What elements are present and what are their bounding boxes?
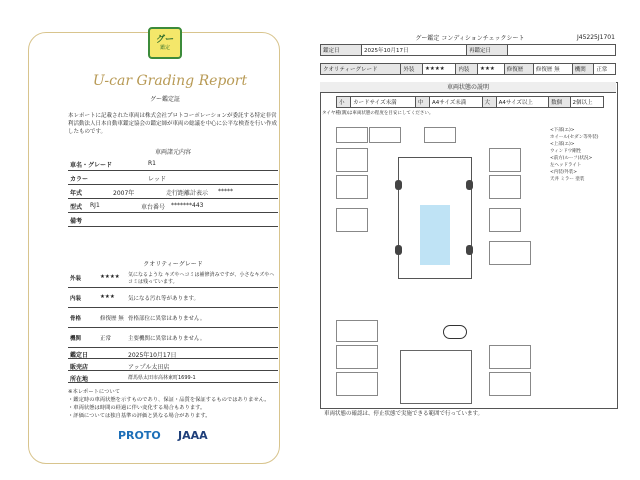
panel-note: タイヤ種(溝)は車両状態の程度を目安にしてください。 bbox=[322, 111, 434, 116]
row-value: RJ1 bbox=[90, 202, 100, 209]
certificate-notes bbox=[68, 388, 278, 420]
row-label: 機関 bbox=[70, 336, 82, 342]
damage-box bbox=[336, 175, 368, 199]
damage-box bbox=[336, 127, 368, 143]
sheet-title: グー鑑定 コンディションチェックシート bbox=[415, 35, 525, 42]
quality-row bbox=[68, 270, 278, 288]
goo-kantei-logo bbox=[148, 27, 182, 59]
note-line: ・鑑定時の車両状態を示すものであり、保証・品質を保証するものではありません。 bbox=[68, 397, 270, 403]
row-value: レッド bbox=[148, 176, 166, 183]
repair-value: 修復歴 無 bbox=[533, 64, 572, 75]
row-value: 群馬県太田市高林東町1699-1 bbox=[128, 375, 196, 381]
date-label: 鑑定日 bbox=[321, 45, 362, 56]
jaaa-logo: JAAA bbox=[178, 429, 208, 442]
row-text: 骨格部位に異常はありません。 bbox=[128, 316, 206, 322]
certificate-subtitle: グー鑑定証 bbox=[149, 96, 180, 103]
certificate-intro: 本レポートに記載された車両は株式会社プロトコーポレーションが委託する特定非営利活動法人日本自動車鑑定協会の鑑定師が車両の総議を中心に公平な検査を行い作成したものです。 bbox=[68, 113, 278, 135]
legend-value: A4サイズ以上 bbox=[496, 97, 549, 108]
row-label: 型式 bbox=[70, 204, 83, 211]
row-stars: 修復歴 無 bbox=[100, 316, 124, 322]
damage-box bbox=[336, 148, 368, 172]
row-value: アップル太田店 bbox=[128, 364, 170, 371]
legend-value: 2個以上 bbox=[570, 97, 603, 108]
row-stars: ★★★★ bbox=[100, 274, 120, 280]
row-label: 骨格 bbox=[70, 316, 82, 322]
wheel-icon bbox=[466, 245, 473, 255]
repair-label: 修復歴 bbox=[504, 64, 533, 75]
row-label: 備考 bbox=[70, 218, 83, 225]
row-label: 所在地 bbox=[70, 376, 89, 383]
vehicle-section-title: 車両諸元内容 bbox=[154, 149, 191, 156]
info-row bbox=[68, 348, 278, 359]
right-note: ウィンドウ剛性 bbox=[550, 149, 582, 154]
wheel-icon bbox=[466, 180, 473, 190]
row-stars: ★★★ bbox=[100, 294, 115, 300]
sheet-footer: 車両状態の確認は、停止状態で実施できる範囲で行っています。 bbox=[324, 411, 484, 417]
damage-box bbox=[489, 345, 531, 369]
damage-box bbox=[336, 372, 378, 396]
quality-row bbox=[68, 310, 278, 328]
right-note: ホイール(セダン等外装) bbox=[550, 135, 599, 140]
note-line: ・車両状態は時間の経過に伴い変化する場合もあります。 bbox=[68, 405, 206, 411]
vehicle-row bbox=[68, 172, 278, 185]
row-extra-label: 走行距離計表示 bbox=[166, 190, 209, 197]
damage-box bbox=[424, 127, 456, 143]
row-value: 2025年10月17日 bbox=[128, 352, 177, 359]
row-label: 車名・グレード bbox=[70, 162, 113, 169]
certificate-title: U-car Grading Report bbox=[92, 73, 248, 89]
row-extra-label: 車台番号 bbox=[141, 204, 166, 211]
row-label: 外装 bbox=[70, 276, 82, 282]
quality-row bbox=[68, 330, 278, 348]
row-label: カラー bbox=[70, 176, 89, 183]
legend-key: 大 bbox=[482, 97, 496, 108]
legend-value: A4サイズ未満 bbox=[429, 97, 482, 108]
legend-key: 数個 bbox=[549, 97, 570, 108]
quality-section-title: クオリティーグレード bbox=[143, 261, 203, 268]
damage-box bbox=[336, 345, 378, 369]
exterior-label: 外装 bbox=[401, 64, 423, 75]
wheel-icon bbox=[395, 180, 402, 190]
row-value: R1 bbox=[148, 160, 156, 167]
car-interior-diagram bbox=[400, 350, 472, 404]
row-text: 気になるような キズやヘコミは補修済みですが、小さなキズやヘコミは残っています。 bbox=[128, 272, 275, 285]
row-extra-value: *******443 bbox=[171, 202, 204, 209]
car-glass bbox=[420, 205, 450, 265]
steering-wheel-icon bbox=[443, 325, 467, 339]
grade-table bbox=[320, 63, 616, 75]
damage-box bbox=[489, 148, 521, 172]
legend-key: 小 bbox=[337, 97, 351, 108]
right-note: <下部(エ)> bbox=[550, 128, 575, 133]
vehicle-row bbox=[68, 186, 278, 199]
legend-key: 中 bbox=[415, 97, 429, 108]
row-text: 主要機関に異常はありません。 bbox=[128, 336, 206, 342]
engine-value: 正常 bbox=[594, 64, 616, 75]
right-note: <上部(エ)> bbox=[550, 142, 575, 147]
right-note: <前方(ルーフ)状況> bbox=[550, 156, 593, 161]
interior-label: 内装 bbox=[456, 64, 478, 75]
row-label: 販売店 bbox=[70, 364, 89, 371]
badge-bottom-text: 鑑定 bbox=[159, 45, 170, 51]
grade-label: クオリティーグレード bbox=[321, 64, 401, 75]
damage-box bbox=[369, 127, 401, 143]
wheel-icon bbox=[395, 245, 402, 255]
row-extra-value: ***** bbox=[218, 188, 233, 195]
right-note: 左ヘッドライト bbox=[550, 163, 582, 168]
date-value: 2025年10月17日 bbox=[362, 45, 467, 56]
note-line: ・評価については独自基準の評価と異なる場合があります。 bbox=[68, 413, 211, 419]
row-label: 鑑定日 bbox=[70, 352, 89, 359]
vehicle-row bbox=[68, 200, 278, 213]
damage-box bbox=[489, 208, 521, 232]
badge-top-text: グー bbox=[155, 35, 174, 45]
legend-table bbox=[336, 96, 604, 108]
engine-label: 機関 bbox=[572, 64, 594, 75]
vehicle-row bbox=[68, 158, 278, 171]
damage-box bbox=[489, 372, 531, 396]
exterior-value: ★★★★ bbox=[422, 64, 455, 75]
vehicle-row bbox=[68, 214, 278, 227]
damage-box bbox=[336, 208, 368, 232]
info-row bbox=[68, 372, 278, 383]
legend-value: カードサイズ未満 bbox=[351, 97, 416, 108]
right-note: <内装/外装> bbox=[550, 170, 578, 175]
info-row bbox=[68, 360, 278, 371]
row-text: 気になる汚れ等があります。 bbox=[128, 296, 200, 302]
damage-box bbox=[489, 175, 521, 199]
interior-value: ★★★ bbox=[478, 64, 505, 75]
row-value: 2007年 bbox=[113, 190, 135, 197]
row-label: 内装 bbox=[70, 296, 82, 302]
proto-logo: PROTO bbox=[118, 429, 161, 442]
quality-row bbox=[68, 290, 278, 308]
vehicle-state-title: 車両状態の説明 bbox=[320, 82, 616, 93]
note-line: ※本レポートについて bbox=[68, 389, 121, 395]
model-label: 再鑑定日 bbox=[467, 45, 508, 56]
right-notes bbox=[550, 127, 612, 183]
right-note: 天井 ミラー 塗装 bbox=[550, 177, 585, 182]
sheet-header-table bbox=[320, 44, 616, 56]
row-label: 年式 bbox=[70, 190, 83, 197]
sheet-code: J45225J1701 bbox=[577, 34, 615, 41]
row-stars: 正常 bbox=[100, 336, 112, 342]
damage-box bbox=[489, 241, 531, 265]
damage-box bbox=[336, 320, 378, 342]
